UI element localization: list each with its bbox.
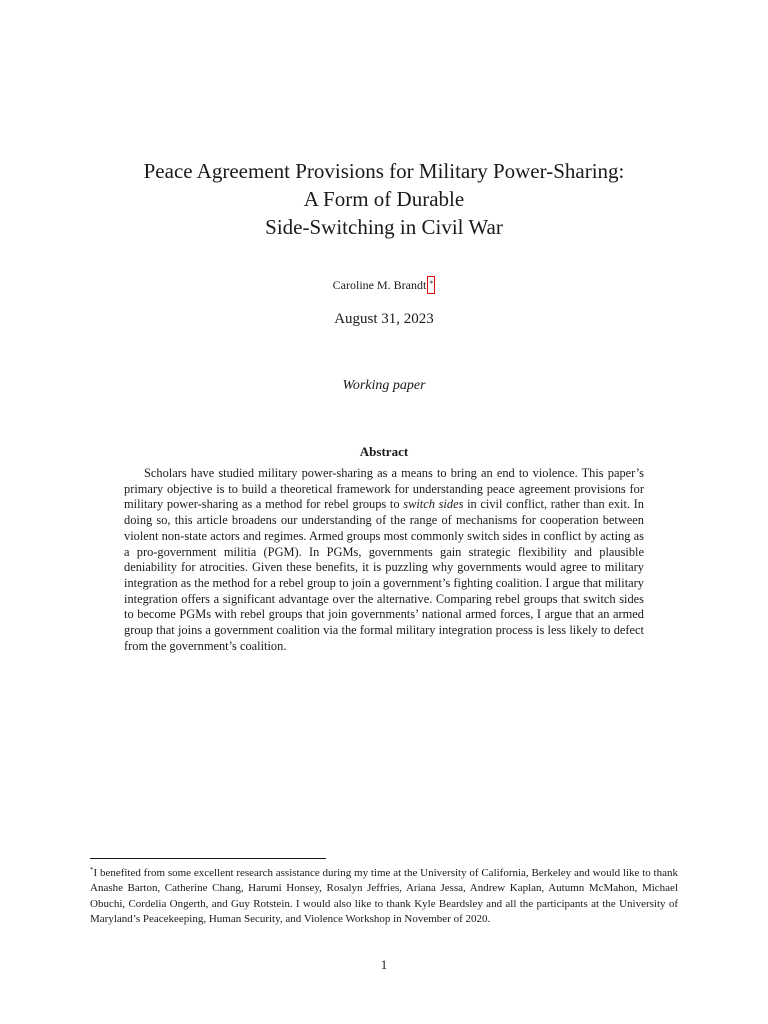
- abstract-text-part-2: in civil conflict, rather than exit. In doing so, this article broadens our understanding of the range of mechanisms for cooperation between violent non-state actors and regimes. Armed groups most commonly switch sides in conflict by acting as a pro-government militia (PGM). In PGMs, governments gain strategic flexibility and plausible deniability for atrocities. Given these benefits, it is puzzling why governments would agree to military integration as the method for a rebel group to join a government’s fighting coalition. I argue that military integration offers a significant advantage over the alternative. Comparing rebel groups that switch sides to become PGMs with rebel groups that join governments’ national armed forces, I argue that an armed group that joins a government coalition via the formal military integration process is less likely to defect from the government’s coalition.: [124, 497, 645, 653]
- footnote-divider: [90, 858, 326, 859]
- title-line-2: A Form of Durable: [303, 187, 465, 211]
- abstract-emphasis: switch sides: [403, 497, 464, 512]
- abstract-text-part-1: Scholars have studied military power-sharing as a means to bring an end to violence. This paper’s primary objective is to build a theoretical framework for understanding peace agreement provisions for military power-sharing as a method for rebel groups to: [124, 466, 644, 512]
- author-footnote-link[interactable]: *: [427, 276, 435, 294]
- paper-title: [0, 157, 768, 241]
- abstract-heading: Abstract: [359, 444, 409, 459]
- footnote: [90, 863, 678, 928]
- title-line-3: Side-Switching in Civil War: [265, 215, 503, 239]
- title-line-1: Peace Agreement Provisions for Military Power-Sharing:: [143, 159, 625, 183]
- footnote-mark: *: [90, 866, 94, 874]
- page-number: 1: [380, 957, 388, 972]
- paper-date: August 31, 2023: [334, 311, 434, 327]
- footnote-text: I benefited from some excellent research assistance during my time at the University of California, Berkeley and would like to thank Anashe Barton, Catherine Chang, Harumi Honsey, Rosalyn Jeffries, Ariana Jessa, Andrew Kaplan, Autumn McMahon, Michael Obuchi, Cordelia Ongerth, and Guy Rotstein. I would also like to thank Kyle Beardsley and all the participants at the University of Maryland’s Peacekeeping, Human Security, and Violence Workshop in November of 2020.: [90, 867, 678, 926]
- paper-status: Working paper: [342, 378, 426, 393]
- abstract-body: [124, 466, 644, 654]
- author-name: Caroline M. Brandt: [332, 278, 427, 292]
- author-line: [0, 276, 768, 294]
